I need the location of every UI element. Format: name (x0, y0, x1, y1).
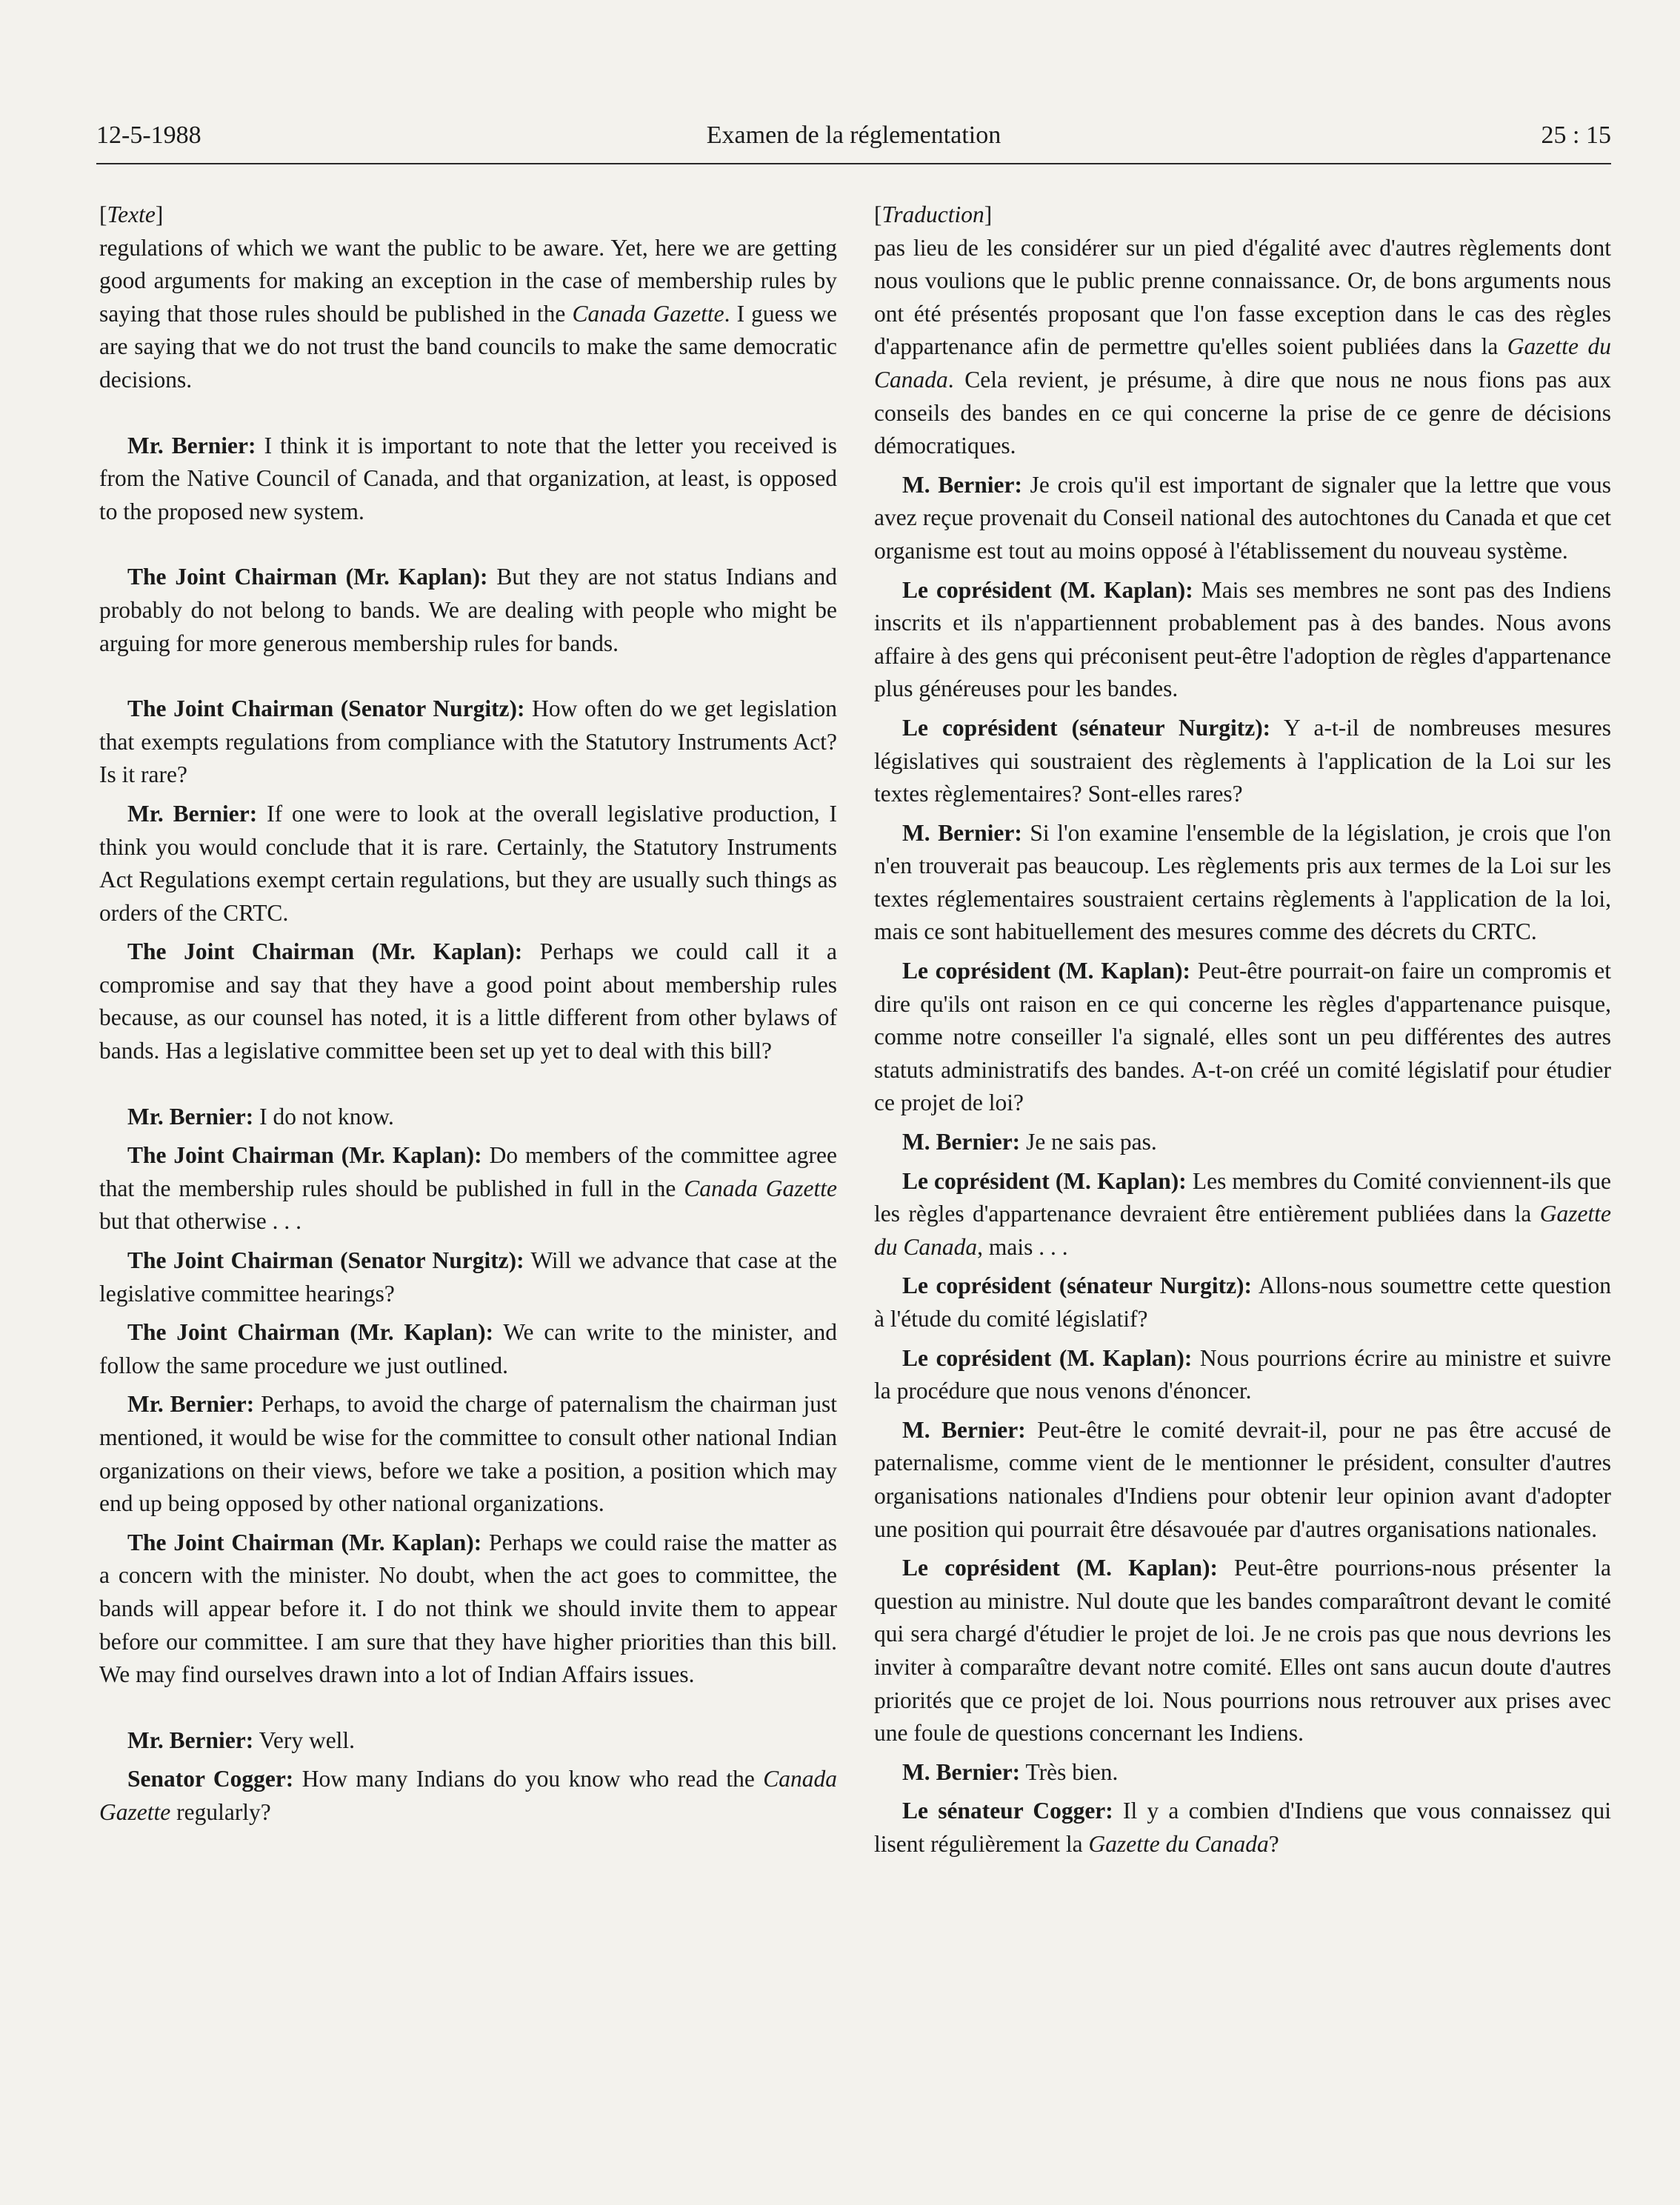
speaker: The Joint Chairman (Senator Nurgitz): (127, 1247, 524, 1274)
paragraph: The Joint Chairman (Mr. Kaplan): We can write to the minister, and follow the same procedure we just outlined. (99, 1319, 837, 1378)
speaker: Mr. Bernier: (127, 800, 258, 827)
speaker: The Joint Chairman (Mr. Kaplan): (127, 1529, 482, 1555)
paragraph: Le coprésident (M. Kaplan): Nous pourrions écrire au ministre et suivre la procédure que nous venons d'énoncer. (874, 1344, 1612, 1404)
speaker: Le coprésident (M. Kaplan): (902, 576, 1193, 603)
speaker: The Joint Chairman (Senator Nurgitz): (127, 695, 525, 722)
paragraph: The Joint Chairman (Senator Nurgitz): How often do we get legislation that exempts regulations from compliance with the Statutory Instruments Act? Is it rare? (99, 695, 837, 788)
header-title: Examen de la réglementation (706, 121, 1001, 149)
paragraph: The Joint Chairman (Senator Nurgitz): Will we advance that case at the legislative committee hearings? (99, 1247, 838, 1307)
speaker: Senator Cogger: (127, 1766, 294, 1792)
paragraph: Le coprésident (M. Kaplan): Les membres du Comité conviennent-ils que les règles d'appartenance devraient être entièrement publiées dans la Gazette du Canada, mais . . . (874, 1167, 1612, 1260)
paragraph: Le coprésident (M. Kaplan): Peut-être pourrait-on faire un compromis et dire qu'ils ont raison en ce qui concerne les règles d'appartenance puisque, comme notre conseiller l'a signalé, elles sont un peu différentes des autres statuts administratifs des bandes. A-t-on créé un comité législatif pour étudier ce projet de loi? (874, 958, 1612, 1116)
header-page-number: 25 : 15 (1541, 121, 1611, 149)
paragraph: Le sénateur Cogger: Il y a combien d'Indiens que vous connaissez qui lisent régulièrement la Gazette du Canada? (874, 1798, 1611, 1857)
paragraph: Mr. Bernier: Very well. (127, 1727, 356, 1753)
speaker: Le coprésident (sénateur Nurgitz): (902, 714, 1271, 741)
speaker: Le coprésident (M. Kaplan): (902, 1344, 1193, 1371)
speaker: The Joint Chairman (Mr. Kaplan): (127, 1142, 482, 1169)
speaker: M. Bernier: (902, 1758, 1021, 1785)
paragraph: Le coprésident (sénateur Nurgitz): Allons-nous soumettre cette question à l'étude du comité législatif? (874, 1272, 1611, 1332)
speaker: The Joint Chairman (Mr. Kaplan): (127, 1319, 494, 1346)
speaker: Le coprésident (M. Kaplan): (902, 1555, 1218, 1581)
paragraph: Le coprésident (M. Kaplan): Mais ses membres ne sont pas des Indiens inscrits et ils n'appartiennent probablement pas à des bandes. Nous avons affaire à des gens qui préconisent peut-être l'adoption de règles d'appartenance plus généreuses pour les bandes. (874, 576, 1612, 702)
speaker: The Joint Chairman (Mr. Kaplan): (127, 938, 523, 965)
speaker: Mr. Bernier: (127, 1103, 254, 1130)
paragraph: The Joint Chairman (Mr. Kaplan): Perhaps we could raise the matter as a concern with the minister. No doubt, when the act goes to committee, the bands will appear before it. I do not think we should invite them to appear before our committee. I am sure that they have higher priorities than this bill. We may find ourselves drawn into a lot of Indian Affairs issues. (99, 1529, 837, 1688)
speaker: The Joint Chairman (Mr. Kaplan): (127, 564, 488, 590)
speaker: M. Bernier: (902, 1416, 1026, 1443)
paragraph: Senator Cogger: How many Indians do you know who read the Canada Gazette regularly? (99, 1766, 837, 1825)
speaker: Mr. Bernier: (127, 1727, 254, 1753)
paragraph: M. Bernier: Je ne sais pas. (902, 1129, 1157, 1155)
column-marker: [Texte] (99, 201, 164, 227)
speaker: Le coprésident (M. Kaplan): (902, 958, 1191, 984)
paragraph: The Joint Chairman (Mr. Kaplan): But they are not status Indians and probably do not belong to bands. We are dealing with people who might be arguing for more generous membership rules for bands. (99, 564, 837, 656)
paragraph: Mr. Bernier: Perhaps, to avoid the charge of paternalism the chairman just mentioned, it would be wise for the committee to consult other national Indian organizations on their views, before we take a position, a position which may end up being opposed by other national organizations. (99, 1391, 837, 1517)
left-column (99, 199, 837, 1835)
paragraph: Le coprésident (sénateur Nurgitz): Y a-t-il de nombreuses mesures législatives qui soustraient des règlements à l'application de la Loi sur les textes règlementaires? Sont-elles rares? (874, 714, 1611, 807)
paragraph: pas lieu de les considérer sur un pied d'égalité avec d'autres règlements dont nous voulions que le public prenne connaissance. Or, de bons arguments nous ont été présentés proposant que l'on fasse exception dans le cas des règles d'appartenance afin de permettre qu'elles soient publiées dans la Gazette du Canada. Cela revient, je présume, à dire que nous ne nous fions pas aux conseils des bandes en ce qui concerne la prise de ce genre de décisions démocratiques. (874, 234, 1611, 459)
paragraph: Le coprésident (M. Kaplan): Peut-être pourrions-nous présenter la question au ministre. Nul doute que les bandes comparaîtront devant le comité qui sera chargé d'étudier le projet de loi. Je ne crois pas que nous devrions les inviter à comparaître devant notre comité. Elles ont sans aucun doute d'autres priorités que ce projet de loi. Nous pourrions nous retrouver aux prises avec une foule de questions concernant les Indiens. (874, 1555, 1611, 1747)
paragraph: M. Bernier: Je crois qu'il est important de signaler que la lettre que vous avez reçue provenait du Conseil national des autochtones du Canada et que cet organisme est tout au moins opposé à l'établissement du nouveau système. (874, 471, 1611, 564)
paragraph: M. Bernier: Si l'on examine l'ensemble de la législation, je crois que l'on n'en trouverait pas beaucoup. Les règlements pris aux termes de la Loi sur les textes réglementaires soustraient certains règlements à l'application de la loi, mais ce sont habituellement des mesures comme des décrets du CRTC. (874, 819, 1611, 945)
paragraph: The Joint Chairman (Mr. Kaplan): Perhaps we could call it a compromise and say that they have a good point about membership rules because, as our counsel has noted, it is a little different from other bylaws of bands. Has a legislative committee been set up yet to deal with this bill? (99, 938, 837, 1064)
paragraph: M. Bernier: Peut-être le comité devrait-il, pour ne pas être accusé de paternalisme, comme vient de le mentionner le président, consulter d'autres organisations nationales d'Indiens pour obtenir leur opinion avant d'adopter une position qui pourrait être désavouée par d'autres organisations nationales. (874, 1416, 1611, 1542)
speaker: Le sénateur Cogger: (902, 1798, 1113, 1824)
paragraph: M. Bernier: Très bien. (902, 1758, 1119, 1785)
header-date: 12-5-1988 (96, 121, 201, 149)
speaker: Le coprésident (sénateur Nurgitz): (902, 1272, 1253, 1299)
paragraph: Mr. Bernier: I do not know. (127, 1103, 394, 1130)
column-marker: [Traduction] (874, 201, 993, 227)
paragraph: Mr. Bernier: I think it is important to note that the letter you received is from the Native Council of Canada, and that organization, at least, is opposed to the proposed new system. (99, 432, 837, 524)
speaker: Mr. Bernier: (127, 1391, 255, 1418)
speaker: M. Bernier: (902, 819, 1022, 846)
speaker: M. Bernier: (902, 1129, 1021, 1155)
speaker: Le coprésident (M. Kaplan): (902, 1167, 1187, 1194)
right-column (874, 199, 1611, 1867)
paragraph: Mr. Bernier: If one were to look at the overall legislative production, I think you would conclude that it is rare. Certainly, the Statutory Instruments Act Regulations exempt certain regulations, but they are usually such things as orders of the CRTC. (99, 800, 837, 926)
header-rule (96, 163, 1611, 164)
paragraph: regulations of which we want the public to be aware. Yet, here we are getting good arguments for making an exception in the case of membership rules by saying that those rules should be published in the Canada Gazette. I guess we are saying that we do not trust the band councils to make the same democratic decisions. (99, 234, 838, 393)
paragraph: The Joint Chairman (Mr. Kaplan): Do members of the committee agree that the membership rules should be published in full in the Canada Gazette but that otherwise . . . (99, 1142, 837, 1235)
speaker: M. Bernier: (902, 471, 1022, 498)
speaker: Mr. Bernier: (127, 432, 256, 458)
page-header (96, 121, 1611, 160)
